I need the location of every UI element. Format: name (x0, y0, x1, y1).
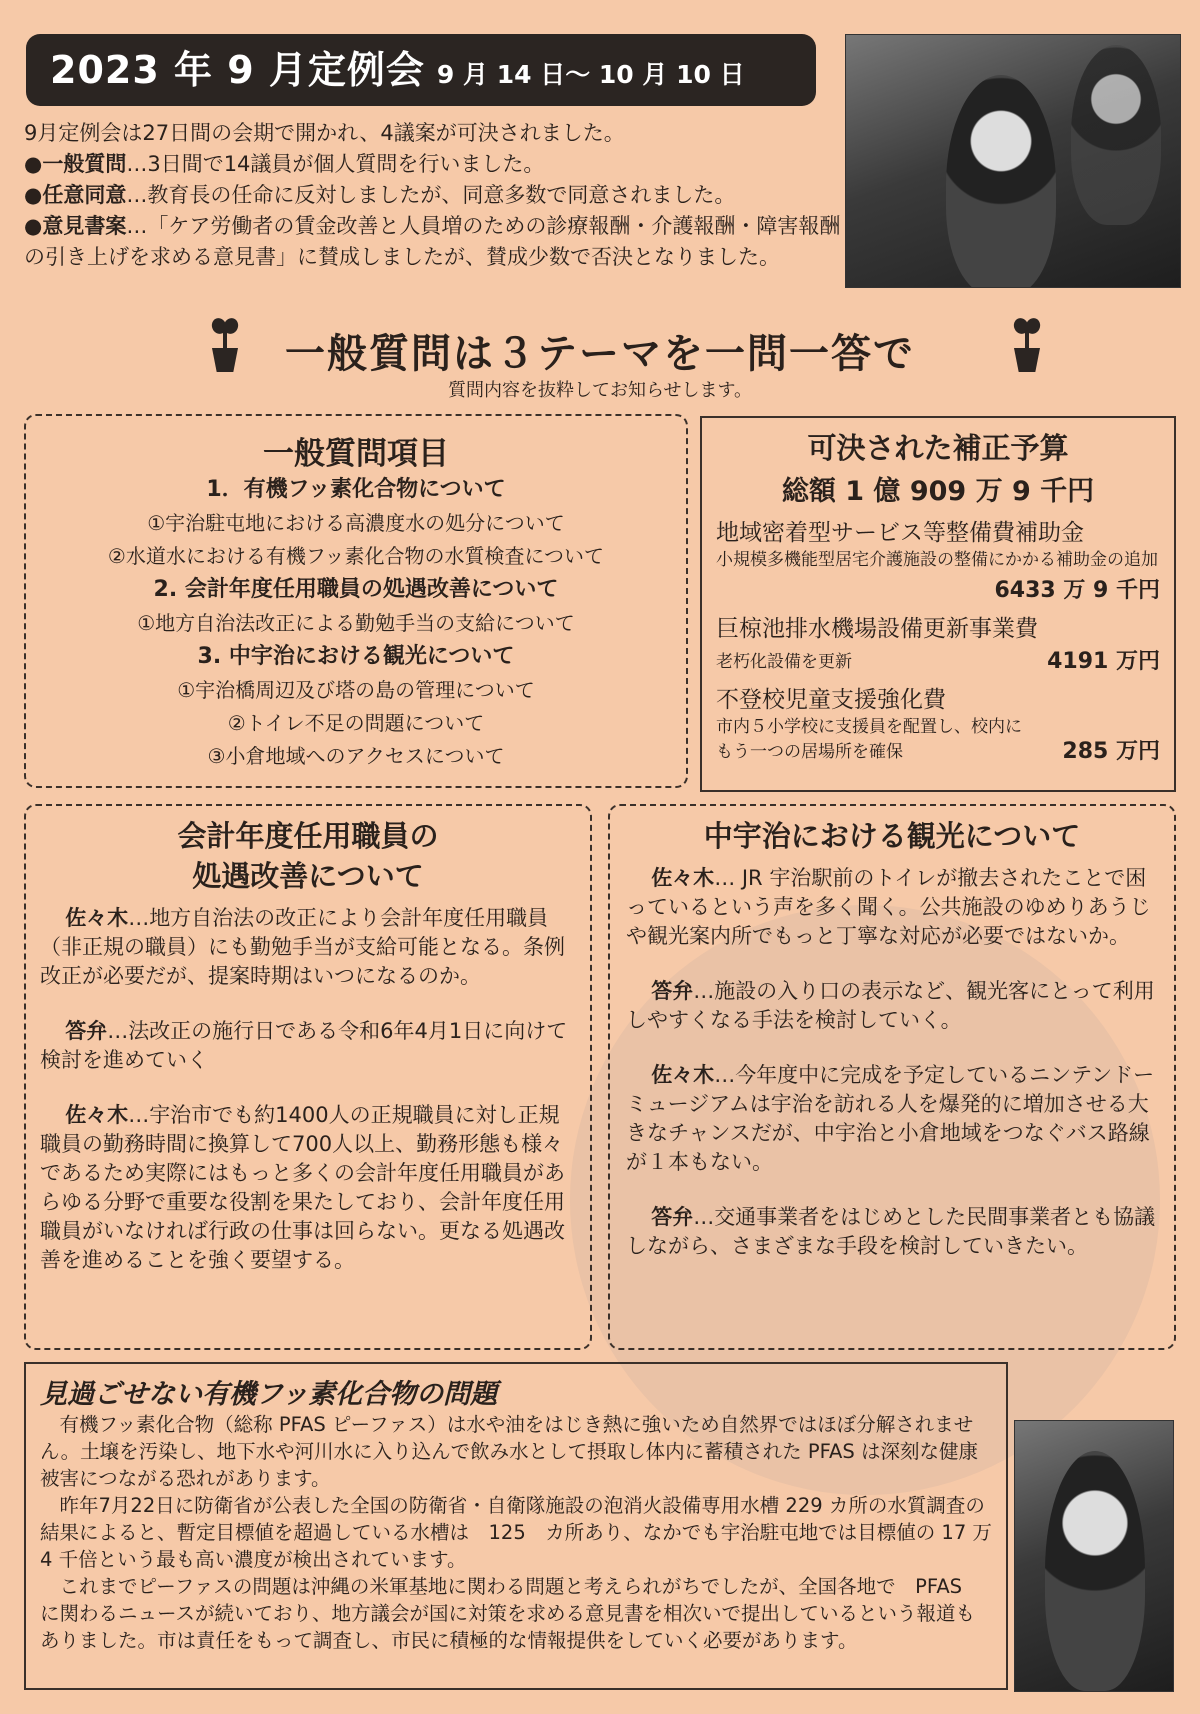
pfas-box (24, 1362, 1008, 1690)
item-topic-1: 1．有機フッ素化合物について (206, 477, 506, 502)
intro-bullet-consent (24, 180, 844, 211)
staff-title-line: 会計年度任用職員の (177, 819, 439, 853)
speaker-name: 答弁 (651, 979, 694, 1003)
pfas-paragraph: これまでピーファスの問題は沖縄の米軍基地に関わる問題と考えられがちでしたが、全国各地で PFAS に関わるニュースが続いており、地方議会が国に対策を求める意見書を相次いで提出しているという報道もありました。市は責任をもって調査し、市民に積極的な情報提供をしていく必要があります。 (40, 1575, 982, 1652)
item-subtopic: ①地方自治法改正による勤勉手当の支給について (137, 611, 575, 635)
budget-entry-amount: 4191 万円 (1047, 649, 1160, 674)
item-subtopic: ①宇治駐屯地における高濃度水の処分について (147, 511, 565, 535)
question-paragraph (40, 1101, 576, 1275)
bullet-text: …3日間で14議員が個人質問を行いました。 (126, 152, 545, 176)
intro-text (24, 118, 844, 273)
pfas-title: 見過ごせない有機フッ素化合物の問題 (40, 1379, 498, 1410)
bullet-head: ●意見書案 (24, 214, 127, 238)
budget-entry-amount: 6433 万 9 千円 (994, 578, 1160, 603)
answer-text: …施設の入り口の表示など、観光客にとって利用しやすくなる手法を検討していく。 (626, 979, 1155, 1032)
budget-entry-desc: 小規模多機能型居宅介護施設の整備にかかる補助金の追加 (716, 550, 1158, 570)
budget-box (700, 416, 1176, 792)
tourism-box (608, 804, 1176, 1350)
question-text: …宇治市でも約1400人の正規職員に対し正規職員の勤務時間に換算して700人以上、勤務形態も様々であるため実際にはもっと多くの会計年度任用職員があらゆる分野で重要な役割を果たしており、会計年度任用職員がいなければ行政の仕事は回らない。更なる処遇改善を進めることを強く要望する。 (40, 1103, 565, 1272)
budget-entry-name: 不登校児童支援強化費 (716, 687, 946, 713)
budget-entry-desc: 老朽化設備を更新 (716, 652, 852, 672)
pfas-paragraph: 昨年7月22日に防衛省が公表した全国の防衛省・自衛隊施設の泡消火設備専用水槽 229 カ所の水質調査の結果によると、暫定目標値を超過している水槽は 125 カ所あり、なかでも宇治駐屯地では目標値の 17 万 4 千倍という最も高い濃度が検出されています。 (40, 1494, 992, 1571)
bullet-head: ●任意同意 (24, 183, 127, 207)
speaker-name: 答弁 (651, 1205, 694, 1229)
answer-paragraph (626, 1203, 1158, 1261)
pfas-paragraph: 有機フッ素化合物（総称 PFAS ピーファス）は水や油をはじき熱に強いため自然界ではほぼ分解されません。土壌を汚染し、地下水や河川水に入り込んで飲み水として摂取し体内に蓄積された PFAS は深刻な健康被害につながる恐れがあります。 (40, 1413, 978, 1490)
item-subtopic: ②水道水における有機フッ素化合物の水質検査について (107, 544, 605, 568)
budget-entry-row (716, 644, 1160, 675)
flower-pot-icon (1012, 318, 1042, 374)
question-items-title: 一般質問項目 (263, 436, 449, 472)
photo-speaker-bottom (1014, 1420, 1174, 1692)
bullet-head: ●一般質問 (24, 152, 127, 176)
answer-text: …交通事業者をはじめとした民間事業者とも協議しながら、さまざまな手段を検討していきたい。 (626, 1205, 1156, 1258)
budget-total: 総額 1 億 909 万 9 千円 (781, 476, 1095, 507)
speaker-name: 佐々木 (65, 906, 129, 930)
item-topic-3: 3. 中宇治における観光について (197, 644, 515, 669)
item-topic-2: 2. 会計年度任用職員の処遇改善について (153, 577, 559, 602)
intro-line: 9月定例会は27日間の会期で開かれ、4議案が可決されました。 (24, 121, 625, 145)
question-text: …今年度中に完成を予定しているニンテンドーミュージアムは宇治を訪れる人を爆発的に増加させる大きなチャンスだが、中宇治と小倉地域をつなぐバス路線が１本もない。 (626, 1063, 1155, 1174)
page-title: 2023 年 9 月定例会 (50, 48, 425, 92)
speaker-name: 答弁 (65, 1019, 108, 1043)
question-text: …地方自治法の改正により会計年度任用職員（非正規の職員）にも勤勉手当が支給可能となる。条例改正が必要だが、提案時期はいつになるのか。 (40, 906, 565, 988)
answer-paragraph (626, 977, 1158, 1035)
budget-entry-name: 地域密着型サービス等整備費補助金 (716, 520, 1084, 546)
intro-bullet-general-question (24, 149, 844, 180)
staff-title-line: 処遇改善について (192, 859, 424, 893)
staff-treatment-box (24, 804, 592, 1350)
bullet-text: …教育長の任命に反対しましたが、同意多数で同意されました。 (126, 183, 736, 207)
general-question-heading: 一般質問は３テーマを一問一答で (285, 331, 915, 377)
staff-box-title (40, 816, 576, 896)
bullet-text: …「ケア労働者の賃金改善と人員増のための診療報酬・介護報酬・障害報酬の引き上げを求める意見書」に賛成しましたが、賛成少数で否決となりました。 (24, 214, 841, 269)
speaker-name: 佐々木 (65, 1103, 129, 1127)
tourism-box-title: 中宇治における観光について (703, 819, 1081, 853)
question-text: … JR 宇治駅前のトイレが撤去されたことで困っているという声を多く聞く。公共施設のゆめりあうじや観光案内所でもっと丁寧な対応が必要ではないか。 (626, 866, 1151, 948)
general-question-subheading: 質問内容を抜粋してお知らせします。 (447, 380, 753, 401)
question-paragraph (40, 904, 576, 991)
item-subtopic: ①宇治橋周辺及び塔の島の管理について (177, 678, 535, 702)
speaker-name: 佐々木 (651, 866, 715, 890)
budget-entry-name: 巨椋池排水機場設備更新事業費 (716, 616, 1038, 642)
budget-title: 可決された補正予算 (807, 431, 1069, 465)
speaker-name: 佐々木 (651, 1063, 715, 1087)
title-bar (26, 34, 816, 106)
item-subtopic: ③小倉地域へのアクセスについて (207, 744, 505, 768)
budget-entry-amount: 285 万円 (1062, 739, 1160, 764)
budget-entry-row (716, 715, 1160, 765)
photo-speaker-top (845, 34, 1181, 288)
answer-paragraph (40, 1017, 576, 1075)
question-paragraph (626, 864, 1158, 951)
answer-text: …法改正の施行日である令和6年4月1日に向けて検討を進めていく (40, 1019, 568, 1072)
item-subtopic: ②トイレ不足の問題について (227, 711, 485, 735)
budget-entry-desc: 市内５小学校に支援員を配置し、校内にもう一つの居場所を確保 (716, 717, 1022, 762)
intro-bullet-opinion (24, 211, 844, 273)
session-dates: 9 月 14 日～ 10 月 10 日 (436, 60, 745, 89)
question-items-box (24, 414, 688, 788)
question-paragraph (626, 1061, 1158, 1177)
